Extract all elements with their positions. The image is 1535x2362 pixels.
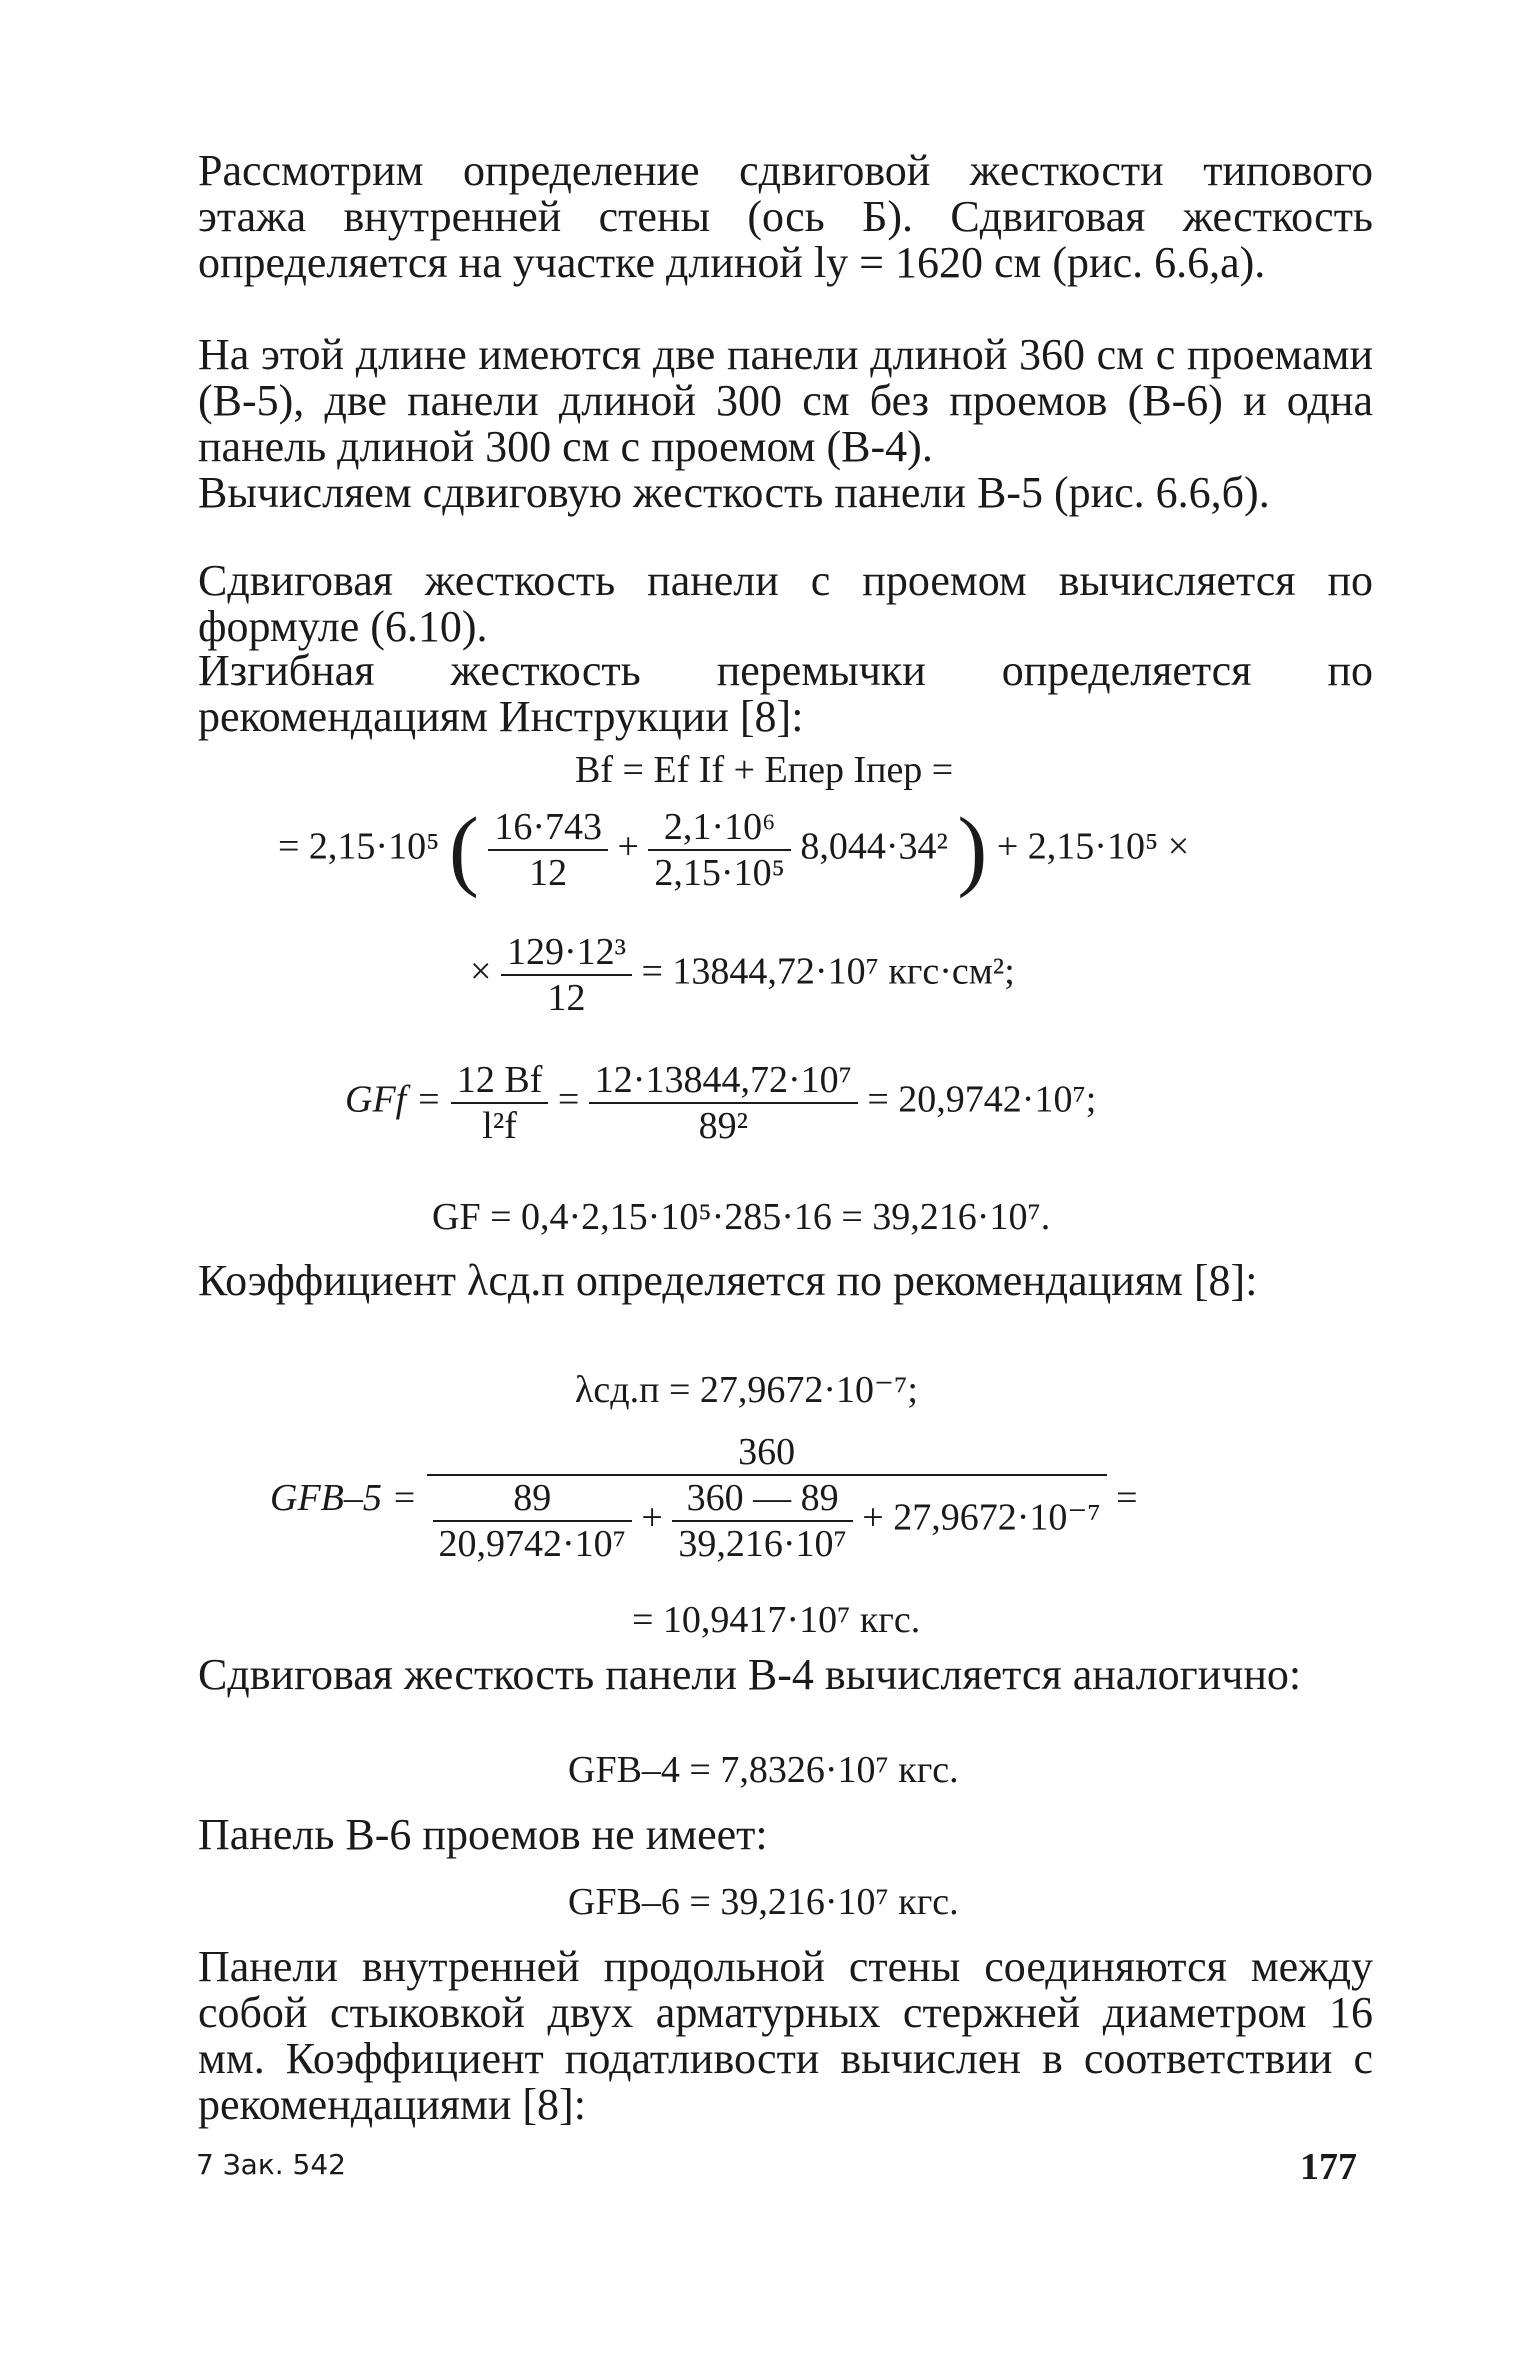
bf-right-paren: ) — [957, 800, 988, 899]
gfb5-main-frac — [427, 1430, 1107, 1566]
gfb5-d2-den: 39,216·10⁷ — [678, 1523, 847, 1565]
bf-line2-mid: 8,044·34² — [800, 825, 948, 868]
gff-lhs: GFf = — [345, 1078, 442, 1121]
bf-frac2-den: 2,15·10⁵ — [654, 852, 785, 894]
bf-line3-prefix: × — [470, 950, 492, 993]
paragraph-6: Коэффициент λсд.п определяется по рекомендациям [8]: — [198, 1256, 1258, 1305]
gfb5-d1-num: 89 — [433, 1476, 632, 1522]
bf-frac1-num: 16·743 — [488, 805, 608, 851]
gfb5-d3: + 27,9672·10⁻⁷ — [862, 1496, 1101, 1539]
formula-gfb5 — [270, 1430, 1138, 1566]
formula-bf-line1: Bf = Ef If + Eпер Iпер = — [575, 749, 954, 791]
gff-eq: = — [557, 1078, 580, 1121]
paragraph-5: Изгибная жесткость перемычки определяется по рекомендациям Инструкции [8]: — [198, 646, 1373, 741]
formula-gf: GF = 0,4·2,15·10⁵·285·16 = 39,216·10⁷. — [432, 1196, 1051, 1238]
bf-left-paren: ( — [448, 800, 479, 899]
bf-frac1-den: 12 — [529, 852, 568, 894]
gff-frac1 — [451, 1058, 549, 1148]
formula-gfb5-result: = 10,9417·10⁷ кгс. — [632, 1599, 921, 1641]
formula-gfb4: GFВ–4 = 7,8326·10⁷ кгс. — [568, 1749, 959, 1791]
gff-frac2-den: 89² — [698, 1105, 749, 1147]
gfb5-den — [427, 1476, 1107, 1566]
bf-line3-suffix: = 13844,72·10⁷ кгс·см²; — [641, 950, 1015, 993]
gfb5-d1-den: 20,9742·10⁷ — [438, 1523, 626, 1565]
paragraph-4: Сдвиговая жесткость панели с проемом вычисляется по формуле (6.10). — [198, 556, 1373, 651]
paragraph-8: Панель В-6 проемов не имеет: — [198, 1810, 768, 1859]
page-number: 177 — [1300, 2146, 1357, 2188]
formula-bf-line2 — [278, 800, 1190, 899]
footer-order-number: 7 Зак. 542 — [196, 2148, 346, 2181]
gfb5-plus: + — [641, 1496, 663, 1539]
gff-frac2 — [589, 1058, 858, 1148]
formula-bf-line3 — [470, 930, 1015, 1020]
bf-frac1 — [488, 805, 608, 895]
formula-gff — [345, 1058, 1096, 1148]
bf-frac3-den: 12 — [547, 977, 586, 1019]
paragraph-3: Вычисляем сдвиговую жесткость панели В-5 (рис. 6.6,б). — [198, 468, 1270, 517]
paragraph-1: Рассмотрим определение сдвиговой жесткости типового этажа внутренней стены (ось Б). Сдвиговая жесткость определяется на участке длиной lу = 1620 см (рис. 6.6,а). — [198, 146, 1373, 287]
formula-gfb6: GFВ–6 = 39,216·10⁷ кгс. — [568, 1881, 959, 1923]
gfb5-d2 — [672, 1476, 852, 1566]
bf-frac3 — [501, 930, 632, 1020]
gff-frac1-den: l²f — [482, 1105, 517, 1147]
gff-frac2-num: 12·13844,72·10⁷ — [589, 1058, 858, 1104]
bf-frac3-num: 129·12³ — [501, 930, 632, 976]
bf-frac2-num: 2,1·10⁶ — [648, 805, 790, 851]
paragraph-2: На этой длине имеются две панели длиной 360 см с проемами (В-5), две панели длиной 300 см без проемов (В-6) и одна панель длиной 300 см с проемом (В-4). — [198, 330, 1373, 471]
gfb5-tail: = — [1116, 1477, 1138, 1519]
bf-line2-prefix: = 2,15·10⁵ — [278, 825, 440, 868]
paragraph-7: Сдвиговая жесткость панели В-4 вычисляется аналогично: — [198, 1650, 1302, 1699]
gfb5-lhs: GFВ–5 = — [270, 1477, 418, 1519]
bf-line2-suffix: + 2,15·10⁵ × — [996, 825, 1190, 868]
gfb5-d1 — [433, 1476, 632, 1566]
gff-frac1-num: 12 Bf — [451, 1058, 549, 1104]
formula-lambda: λсд.п = 27,9672·10⁻⁷; — [575, 1369, 918, 1411]
gfb5-num: 360 — [427, 1430, 1107, 1476]
bf-plus: + — [617, 825, 639, 868]
gfb5-d2-num: 360 — 89 — [672, 1476, 852, 1522]
bf-frac2 — [648, 805, 790, 895]
gff-rhs: = 20,9742·10⁷; — [867, 1078, 1097, 1121]
paragraph-9: Панели внутренней продольной стены соединяются между собой стыковкой двух арматурных стержней диаметром 16 мм. Коэффициент податливости вычислен в соответствии с рекомендациями [8]: — [198, 1942, 1373, 2129]
